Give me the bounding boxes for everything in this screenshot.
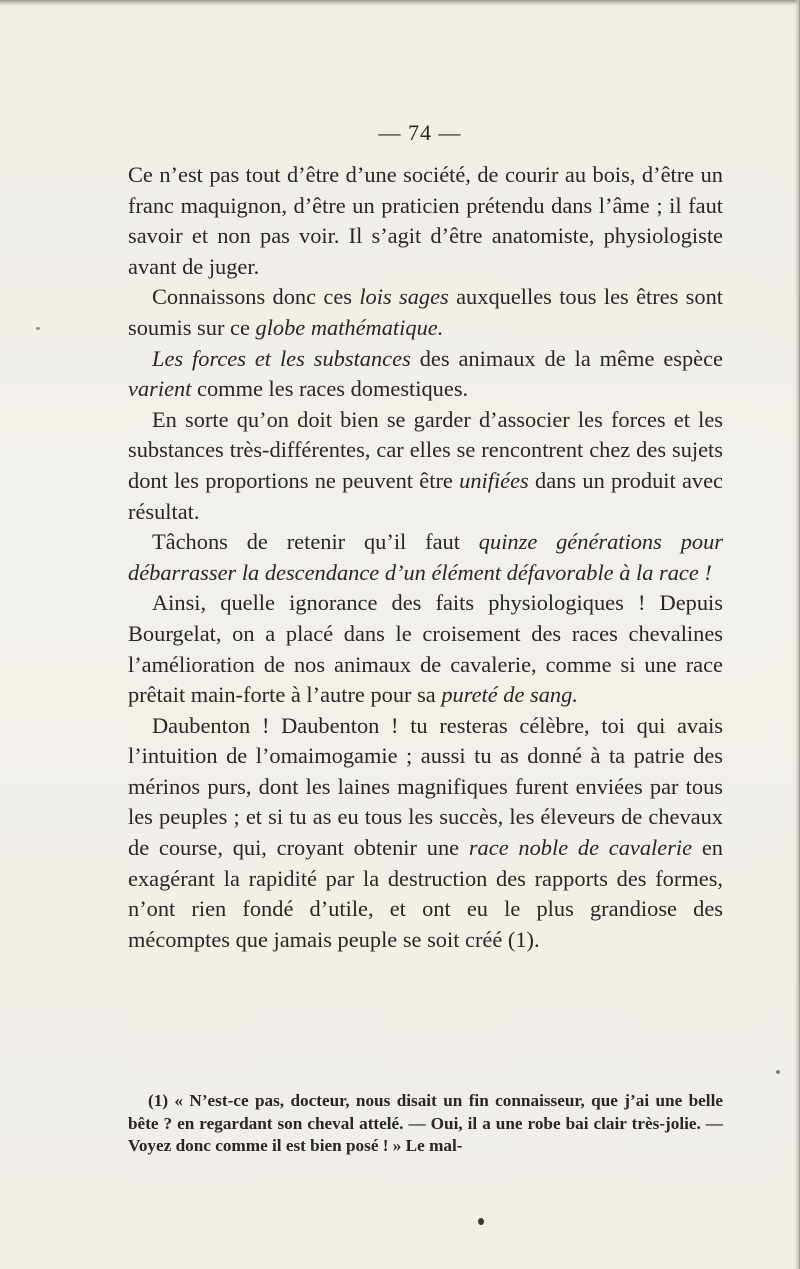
paragraph xyxy=(128,282,723,343)
italic-phrase: pureté de sang. xyxy=(441,682,578,708)
paragraph xyxy=(128,344,723,405)
ink-speck xyxy=(776,1070,780,1074)
italic-phrase: globe mathématique. xyxy=(255,314,444,340)
italic-phrase: race noble de cavalerie xyxy=(468,835,693,861)
page-number: — 74 — xyxy=(378,120,462,145)
paragraph xyxy=(128,405,723,527)
page-right-edge xyxy=(795,0,800,1269)
paragraph xyxy=(128,527,723,588)
paragraph xyxy=(128,160,723,282)
ink-speck xyxy=(36,327,40,330)
italic-phrase: Les forces et les substances xyxy=(152,345,411,371)
text-run: En sorte qu’on doit bien se garder d’associer les forces et les substances très-différentes, car elles se rencontrent chez des sujets dont les proportions ne peuvent être xyxy=(128,406,723,493)
text-run: dans un produit avec résultat. xyxy=(128,467,723,524)
text-run: Daubenton ! Daubenton ! tu resteras célèbre, toi qui avais l’intuition de l’omaimogamie ; aussi tu as donné à ta patrie des mérinos purs, dont les laines magnifiques furent enviées par tous les peuples ; et si tu as eu tous les succès, les éleveurs de chevaux de course, qui, croyant obtenir une xyxy=(128,712,723,861)
text-run: Tâchons de retenir qu’il faut xyxy=(152,529,479,555)
text-run: comme les races domestiques. xyxy=(191,376,469,402)
text-run: Ce n’est pas tout d’être d’une société, de courir au bois, d’être un franc maquignon, d’être un praticien prétendu dans l’âme ; il faut savoir et non pas voir. Il s’agit d’être anatomiste, physiologiste avant de juger. xyxy=(128,162,723,279)
paragraph xyxy=(128,711,723,956)
body-text xyxy=(128,160,723,955)
footnote xyxy=(128,1090,723,1158)
italic-phrase: varient xyxy=(128,376,192,402)
text-run: en exagérant la rapidité par la destruction des rapports des formes, n’ont rien fondé d’utile, et ont eu le plus grandiose des mécomptes que jamais peuple se soit créé (1). xyxy=(128,835,723,952)
text-run: des animaux de la même espèce xyxy=(410,345,723,371)
italic-phrase: unifiées xyxy=(459,467,529,493)
page-top-edge xyxy=(0,0,800,6)
text-run: Connaissons donc ces xyxy=(152,284,360,310)
ink-speck xyxy=(478,1218,484,1225)
footnote-text: (1) « N’est-ce pas, docteur, nous disait un fin connaisseur, que j’ai une belle bête ? en regardant son cheval attelé. — Oui, il a une robe bai clair très-jolie. — Voyez donc comme il est bien posé ! » Le mal- xyxy=(128,1091,723,1155)
text-run: auxquelles tous les êtres sont soumis sur ce xyxy=(128,284,723,340)
italic-phrase: quinze générations pour débarrasser la descendance d’un élément défavorable à la race ! xyxy=(128,529,723,585)
text-run: Ainsi, quelle ignorance des faits physiologiques ! Depuis Bourgelat, on a placé dans le croisement des races chevalines l’amélioration de nos animaux de cavalerie, comme si une race prêtait main-forte à l’autre pour sa xyxy=(128,590,723,708)
paragraph xyxy=(128,588,723,710)
italic-phrase: lois sages xyxy=(359,284,449,310)
